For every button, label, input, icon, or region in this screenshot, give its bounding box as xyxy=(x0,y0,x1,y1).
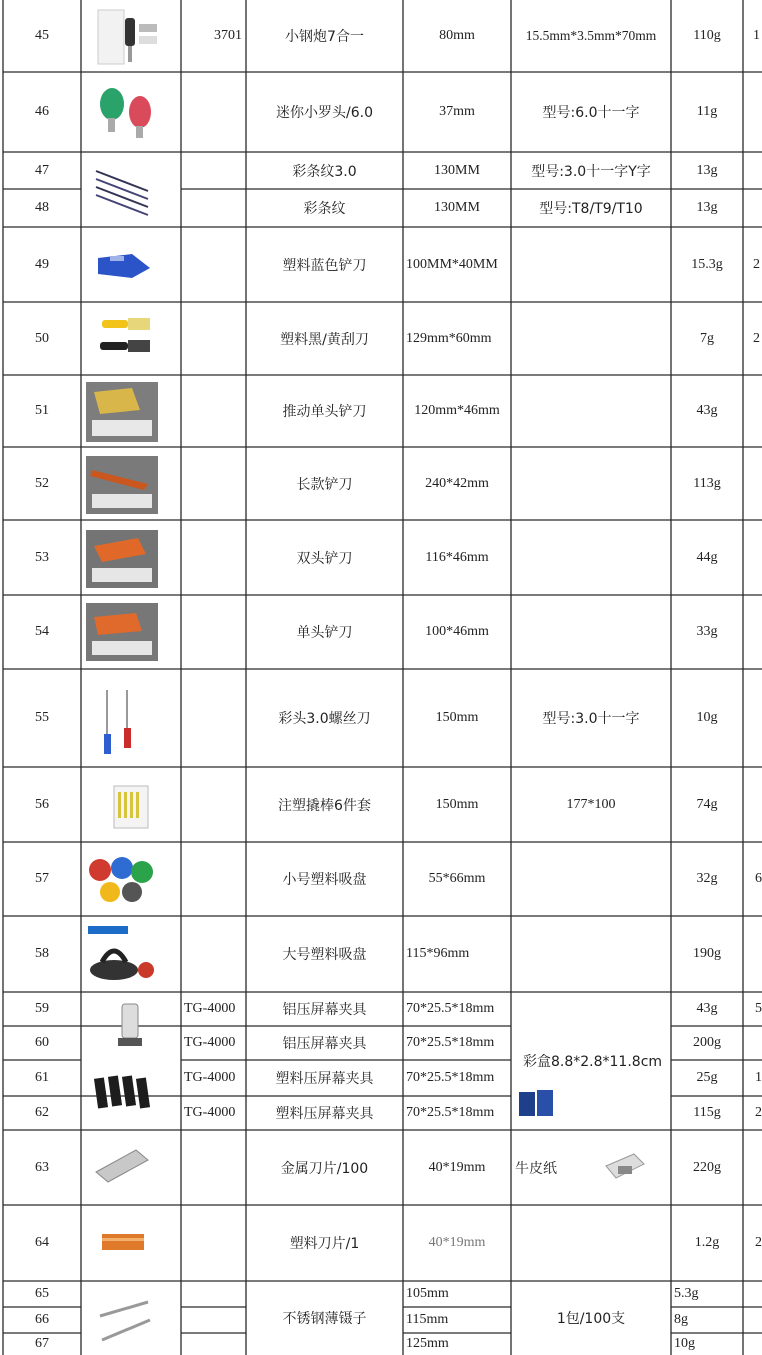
large-suction-cup-icon xyxy=(84,922,160,988)
mini-screwdriver-icon xyxy=(88,78,160,148)
product-spec: 牛皮纸 xyxy=(515,1160,557,1177)
product-spec: 型号:3.0十一字 xyxy=(542,711,640,727)
yellow-black-scraper-icon xyxy=(92,312,156,362)
product-size: 100*46mm xyxy=(425,624,489,639)
product-weight: 190g xyxy=(693,946,721,961)
product-name: 塑料黑/黄刮刀 xyxy=(280,331,369,348)
product-size: 240*42mm xyxy=(425,475,489,491)
model-code: TG-4000 xyxy=(184,1105,236,1120)
product-size: 40*19mm xyxy=(428,1235,486,1250)
row-number: 67 xyxy=(35,1336,49,1351)
extra-value: 1 xyxy=(753,28,760,43)
product-size: 70*25.5*18mm xyxy=(406,1035,495,1050)
model-code: 3701 xyxy=(214,28,242,43)
product-size: 116*46mm xyxy=(425,549,489,565)
row-number: 63 xyxy=(35,1159,49,1175)
plastic-clamps-icon xyxy=(92,1072,156,1114)
single-scraper-icon xyxy=(84,601,160,663)
product-name: 塑料刀片/1 xyxy=(289,1236,360,1252)
model-code: TG-4000 xyxy=(184,1001,236,1016)
tweezers-icon xyxy=(94,1296,158,1348)
product-name: 铝压屏幕夹具 xyxy=(282,1002,367,1018)
row-number: 56 xyxy=(35,796,49,812)
product-spec: 1包/100支 xyxy=(556,1311,626,1327)
product-size: 70*25.5*18mm xyxy=(406,1105,495,1120)
row-number: 46 xyxy=(35,104,49,119)
product-spec: 型号:6.0十一字 xyxy=(542,105,640,121)
row-number: 47 xyxy=(35,162,49,178)
clamp-box-spec: 彩盒8.8*2.8*11.8cm xyxy=(523,1054,663,1070)
product-spec: 177*100 xyxy=(566,796,616,812)
pry-bar-set-icon xyxy=(108,778,158,836)
row-number: 51 xyxy=(35,403,49,418)
product-name: 小钢炮7合一 xyxy=(285,29,364,45)
product-name: 塑料压屏幕夹具 xyxy=(275,1071,374,1087)
screwdriver-kit-icon xyxy=(90,157,154,221)
product-name: 塑料压屏幕夹具 xyxy=(275,1106,374,1122)
row-number: 50 xyxy=(35,330,49,346)
product-size: 130MM xyxy=(434,162,480,178)
product-weight: 113g xyxy=(693,475,721,491)
product-size: 40*19mm xyxy=(428,1159,486,1175)
model-code: TG-4000 xyxy=(184,1035,236,1050)
product-name: 小号塑料吸盘 xyxy=(282,872,367,888)
push-scraper-icon xyxy=(84,380,160,444)
product-size: 130MM xyxy=(434,200,480,215)
row-number: 45 xyxy=(35,28,49,43)
model-code: TG-4000 xyxy=(184,1070,236,1085)
extra-value: 5 xyxy=(755,1001,762,1016)
long-scraper-icon xyxy=(84,454,160,516)
product-name: 塑料蓝色铲刀 xyxy=(282,257,367,274)
product-size: 125mm xyxy=(406,1336,449,1351)
extra-value: 1 xyxy=(755,1070,762,1085)
product-name: 单头铲刀 xyxy=(296,625,353,641)
color-box-icon xyxy=(515,1086,559,1120)
product-weight: 115g xyxy=(693,1105,721,1120)
product-spec: 型号:3.0十一字Y字 xyxy=(531,163,651,180)
double-scraper-icon xyxy=(84,528,160,590)
product-size: 120mm*46mm xyxy=(414,403,500,418)
extra-value: 6 xyxy=(755,871,762,886)
kraft-blade-pack-icon xyxy=(600,1140,650,1190)
row-number: 48 xyxy=(35,200,49,215)
product-weight: 7g xyxy=(700,330,714,346)
product-name: 彩条纹 xyxy=(303,201,346,217)
product-name: 双头铲刀 xyxy=(296,550,353,567)
product-weight: 110g xyxy=(693,28,721,43)
product-size: 55*66mm xyxy=(428,871,486,886)
product-weight: 33g xyxy=(696,624,718,639)
product-weight: 25g xyxy=(696,1070,718,1085)
product-weight: 32g xyxy=(696,871,718,886)
product-weight: 8g xyxy=(674,1312,688,1327)
product-weight: 5.3g xyxy=(674,1286,699,1301)
product-name: 大号塑料吸盘 xyxy=(282,947,367,963)
extra-value: 2 xyxy=(753,256,760,272)
product-weight: 10g xyxy=(696,710,718,725)
product-weight: 74g xyxy=(696,796,718,812)
product-name: 不锈钢薄镊子 xyxy=(282,1311,367,1327)
product-weight: 43g xyxy=(696,403,718,418)
product-name: 铝压屏幕夹具 xyxy=(282,1036,367,1052)
product-weight: 11g xyxy=(696,104,718,119)
row-number: 53 xyxy=(35,549,49,565)
row-number: 65 xyxy=(35,1286,49,1301)
aluminum-clamp-icon xyxy=(110,998,150,1052)
product-size: 105mm xyxy=(406,1286,449,1301)
two-screwdrivers-icon xyxy=(95,686,145,760)
extra-value: 2 xyxy=(755,1235,762,1250)
product-name: 金属刀片/100 xyxy=(280,1160,369,1177)
row-number: 62 xyxy=(35,1105,49,1120)
row-number: 64 xyxy=(35,1235,49,1250)
product-weight: 13g xyxy=(696,162,718,178)
product-size: 70*25.5*18mm xyxy=(406,1001,495,1016)
row-number: 61 xyxy=(35,1070,49,1085)
plastic-blade-icon xyxy=(96,1222,152,1262)
extra-value: 2 xyxy=(753,330,760,346)
product-name: 长款铲刀 xyxy=(296,476,353,493)
product-weight: 1.2g xyxy=(694,1235,720,1250)
product-size: 115mm xyxy=(406,1312,449,1327)
product-name: 彩条纹3.0 xyxy=(292,163,357,180)
product-weight: 200g xyxy=(693,1035,721,1050)
product-name: 彩头3.0螺丝刀 xyxy=(278,711,371,727)
product-weight: 44g xyxy=(696,549,718,565)
product-name: 推动单头铲刀 xyxy=(282,404,367,420)
row-number: 58 xyxy=(35,946,49,961)
blue-scraper-icon xyxy=(92,248,156,284)
product-weight: 220g xyxy=(693,1159,721,1175)
product-size: 150mm xyxy=(435,796,479,812)
product-size: 70*25.5*18mm xyxy=(406,1070,495,1085)
row-number: 60 xyxy=(35,1035,49,1050)
row-number: 49 xyxy=(35,256,49,272)
screwdriver-set-icon xyxy=(95,4,165,68)
row-number: 54 xyxy=(35,624,49,639)
product-size: 115*96mm xyxy=(406,946,470,961)
row-number: 55 xyxy=(35,710,49,725)
product-size: 150mm xyxy=(435,710,479,725)
product-spec: 15.5mm*3.5mm*70mm xyxy=(525,28,657,43)
product-name: 注塑撬棒6件套 xyxy=(278,797,371,814)
extra-value: 2 xyxy=(755,1105,762,1120)
small-suction-cups-icon xyxy=(84,852,160,908)
product-size: 100MM*40MM xyxy=(406,256,498,272)
product-weight: 15.3g xyxy=(691,256,723,272)
row-number: 52 xyxy=(35,475,49,491)
row-number: 57 xyxy=(35,871,49,886)
metal-blade-icon xyxy=(88,1138,160,1194)
product-size: 80mm xyxy=(439,28,475,43)
product-size: 129mm*60mm xyxy=(406,330,492,346)
product-spec: 型号:T8/T9/T10 xyxy=(539,201,643,217)
row-number: 59 xyxy=(35,1001,49,1016)
row-number: 66 xyxy=(35,1312,49,1327)
product-weight: 10g xyxy=(674,1336,695,1351)
product-size: 37mm xyxy=(439,104,475,119)
product-weight: 43g xyxy=(696,1001,718,1016)
product-weight: 13g xyxy=(696,200,718,215)
product-name: 迷你小罗头/6.0 xyxy=(276,105,373,121)
